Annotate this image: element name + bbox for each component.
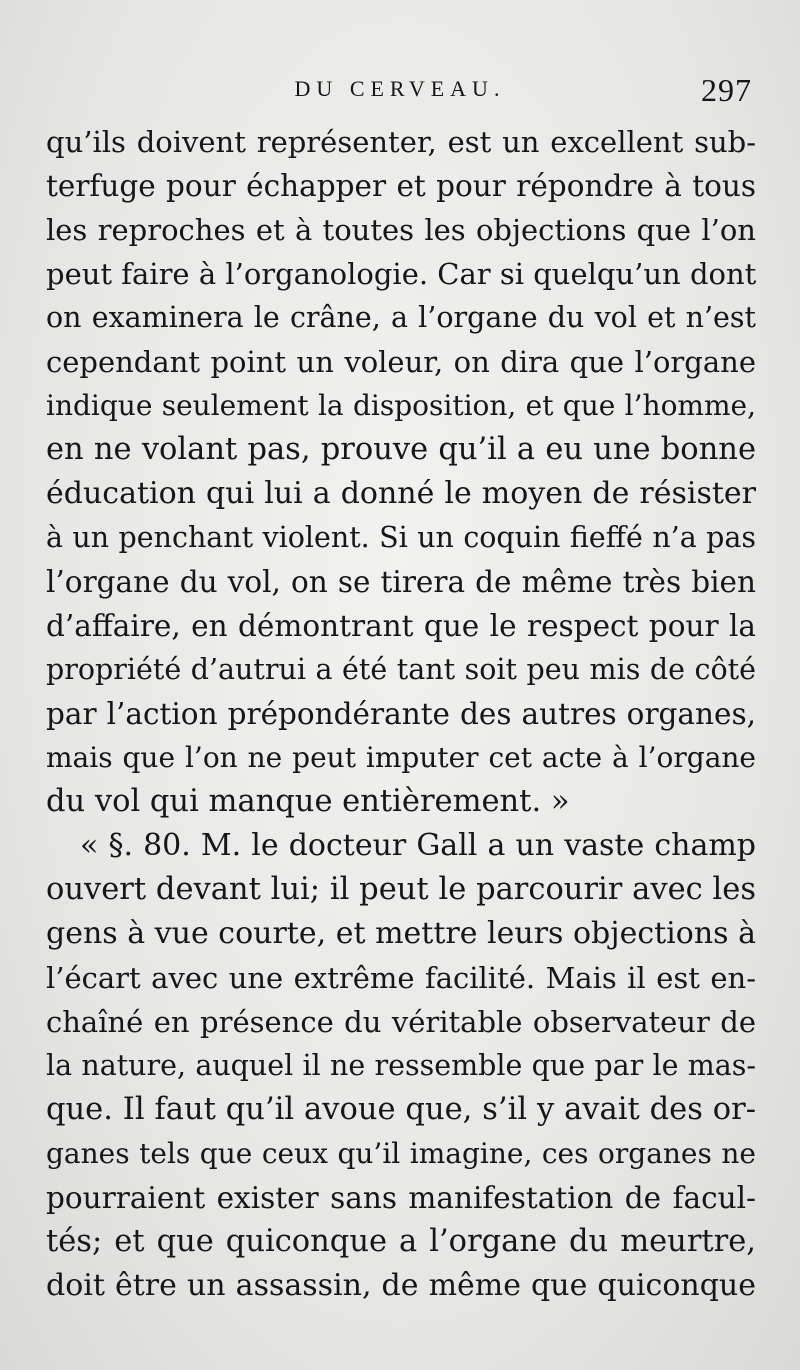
text-line: chaîné en présence du véritable observateur de xyxy=(46,1005,756,1039)
running-title: DU CERVEAU. xyxy=(294,76,506,101)
page-number: 297 xyxy=(701,72,752,108)
text-line: à un penchant violent. Si un coquin fieffé n’a pas xyxy=(46,521,756,554)
text-line: tés; et que quiconque a l’organe du meurtre, xyxy=(46,1224,756,1259)
page-header xyxy=(48,72,752,112)
text-line: l’écart avec une extrême facilité. Mais il est en- xyxy=(46,961,756,995)
text-line: l’organe du vol, on se tirera de même très bien xyxy=(46,565,756,599)
text-line: mais que l’on ne peut imputer cet acte à l’organe xyxy=(46,741,756,774)
text-line: les reproches et à toutes les objections que l’on xyxy=(46,213,756,247)
text-line: cependant point un voleur, on dira que l’organe xyxy=(46,345,756,379)
text-line: peut faire à l’organologie. Car si quelqu’un dont xyxy=(46,257,757,291)
text-line: doit être un assassin, de même que quiconque xyxy=(46,1268,756,1303)
text-line: pourraient exister sans manifestation de facul- xyxy=(46,1181,756,1215)
text-line: qu’ils doivent représenter, est un excellent sub- xyxy=(46,125,756,159)
text-line: que. Il faut qu’il avoue que, s’il y avait des or- xyxy=(46,1092,756,1127)
text-line: en ne volant pas, prouve qu’il a eu une bonne xyxy=(46,432,756,467)
text-line: d’affaire, en démontrant que le respect pour la xyxy=(46,609,756,643)
text-line: terfuge pour échapper et pour répondre à tous xyxy=(46,169,756,203)
text-line: par l’action prépondérante des autres organes, xyxy=(46,697,756,731)
text-line: on examinera le crâne, a l’organe du vol et n’est xyxy=(46,301,756,334)
text-line: ouvert devant lui; il peut le parcourir avec les xyxy=(46,872,756,907)
section-start-line: « §. 80. M. le docteur Gall a un vaste champ xyxy=(80,828,756,863)
body-text xyxy=(46,120,756,1308)
text-line: la nature, auquel il ne ressemble que par le mas- xyxy=(46,1049,756,1082)
text-line: gens à vue courte, et mettre leurs objections à xyxy=(46,916,756,951)
paragraph-end-line: du vol qui manque entièrement. » xyxy=(46,784,570,819)
text-line: ganes tels que ceux qu’il imagine, ces organes ne xyxy=(46,1137,756,1170)
text-line: propriété d’autrui a été tant soit peu mis de côté xyxy=(46,653,756,686)
text-line: éducation qui lui a donné le moyen de résister xyxy=(46,476,756,511)
text-line: indique seulement la disposition, et que l’homme, xyxy=(46,389,756,422)
